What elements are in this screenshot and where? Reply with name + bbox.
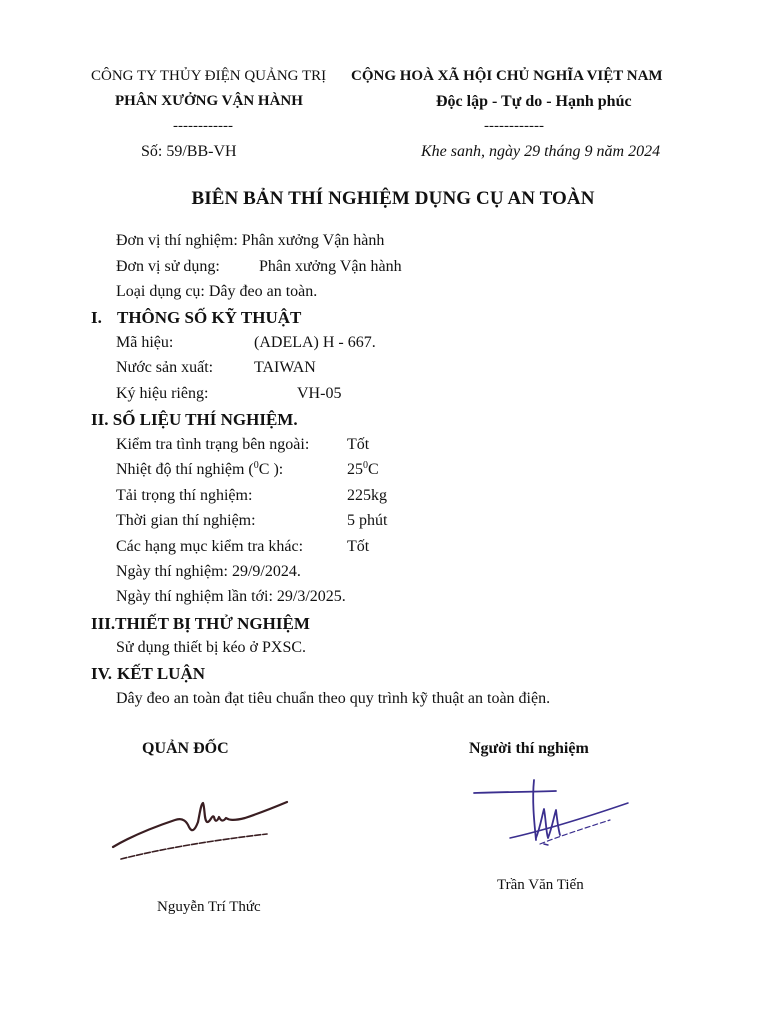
section-1-number: I. bbox=[91, 308, 102, 327]
load-value: 225kg bbox=[347, 487, 387, 504]
header-divider-left: ------------ bbox=[173, 118, 233, 134]
test-unit-label: Đơn vị thí nghiệm: bbox=[116, 232, 238, 249]
code-value: VH-05 bbox=[297, 385, 342, 402]
section-3-heading bbox=[91, 614, 310, 634]
user-unit-value: Phân xưởng Vận hành bbox=[259, 258, 402, 275]
temperature-number: 25 bbox=[347, 461, 363, 478]
section-4-text: Dây đeo an toàn đạt tiêu chuẩn theo quy trình kỹ thuật an toàn điện. bbox=[116, 690, 551, 707]
company-name: CÔNG TY THỦY ĐIỆN QUẢNG TRỊ bbox=[91, 68, 327, 84]
section-3-number: III. bbox=[91, 614, 116, 633]
temperature-label-text: Nhiệt độ thí nghiệm ( bbox=[116, 461, 254, 478]
temperature-label bbox=[116, 461, 283, 479]
origin-label: Nước sản xuất: bbox=[116, 359, 214, 376]
load-label: Tải trọng thí nghiệm: bbox=[116, 487, 253, 504]
right-signatory-title: Người thí nghiệm bbox=[469, 740, 589, 757]
section-3-title: THIẾT BỊ THỬ NGHIỆM bbox=[115, 614, 310, 633]
tool-type-row bbox=[116, 283, 317, 301]
origin-value: TAIWAN bbox=[254, 359, 316, 376]
right-signatory-name: Trần Văn Tiến bbox=[497, 877, 584, 893]
document-number: Số: 59/BB-VH bbox=[141, 143, 237, 160]
user-unit-label: Đơn vị sử dụng: bbox=[116, 258, 220, 275]
model-label: Mã hiệu: bbox=[116, 334, 174, 351]
temperature-degree: 0 bbox=[363, 460, 368, 471]
section-4-number: IV. bbox=[91, 664, 112, 683]
section-1-title: THÔNG SỐ KỸ THUẬT bbox=[117, 308, 302, 327]
test-unit-value: Phân xưởng Vận hành bbox=[241, 232, 385, 249]
tool-type-label: Loại dụng cụ: bbox=[116, 283, 205, 300]
section-4-heading bbox=[91, 664, 205, 684]
temperature-value bbox=[347, 461, 379, 479]
test-unit-row bbox=[116, 232, 384, 250]
section-3-text: Sử dụng thiết bị kéo ở PXSC. bbox=[116, 639, 307, 656]
department-name: PHÂN XƯỞNG VẬN HÀNH bbox=[115, 93, 303, 109]
place-and-date: Khe sanh, ngày 29 tháng 9 năm 2024 bbox=[421, 143, 661, 160]
national-motto: Độc lập - Tự do - Hạnh phúc bbox=[436, 93, 632, 110]
duration-label: Thời gian thí nghiệm: bbox=[116, 512, 256, 529]
section-2-heading bbox=[91, 410, 298, 430]
section-1-heading bbox=[91, 308, 301, 328]
other-checks-label: Các hạng mục kiểm tra khác: bbox=[116, 538, 304, 555]
right-signature bbox=[470, 772, 640, 872]
tool-type-value: Dây đeo an toàn. bbox=[208, 283, 318, 300]
model-value: (ADELA) H - 667. bbox=[254, 334, 376, 351]
section-4-title: KẾT LUẬN bbox=[117, 664, 206, 683]
section-2-number: II. bbox=[91, 410, 109, 429]
left-signatory-name: Nguyễn Trí Thức bbox=[157, 899, 261, 915]
temperature-unit: C bbox=[368, 461, 379, 478]
other-checks-value: Tốt bbox=[347, 538, 370, 555]
test-date: Ngày thí nghiệm: 29/9/2024. bbox=[116, 563, 301, 580]
next-test-date: Ngày thí nghiệm lần tới: 29/3/2025. bbox=[116, 588, 346, 605]
country-name: CỘNG HOÀ XÃ HỘI CHỦ NGHĨA VIỆT NAM bbox=[351, 68, 663, 84]
external-check-value: Tốt bbox=[347, 436, 370, 453]
left-signature bbox=[105, 790, 295, 870]
external-check-label: Kiểm tra tình trạng bên ngoài: bbox=[116, 436, 310, 453]
page-title: BIÊN BẢN THÍ NGHIỆM DỤNG CỤ AN TOÀN bbox=[191, 188, 595, 209]
temperature-label-unit: C ): bbox=[258, 461, 284, 478]
duration-value: 5 phút bbox=[347, 512, 388, 529]
section-2-title: SỐ LIỆU THÍ NGHIỆM. bbox=[112, 410, 298, 429]
header-divider-right: ------------ bbox=[484, 118, 544, 134]
code-label: Ký hiệu riêng: bbox=[116, 385, 209, 402]
left-signatory-title: QUẢN ĐỐC bbox=[142, 740, 229, 757]
temperature-label-degree: 0 bbox=[253, 460, 259, 471]
